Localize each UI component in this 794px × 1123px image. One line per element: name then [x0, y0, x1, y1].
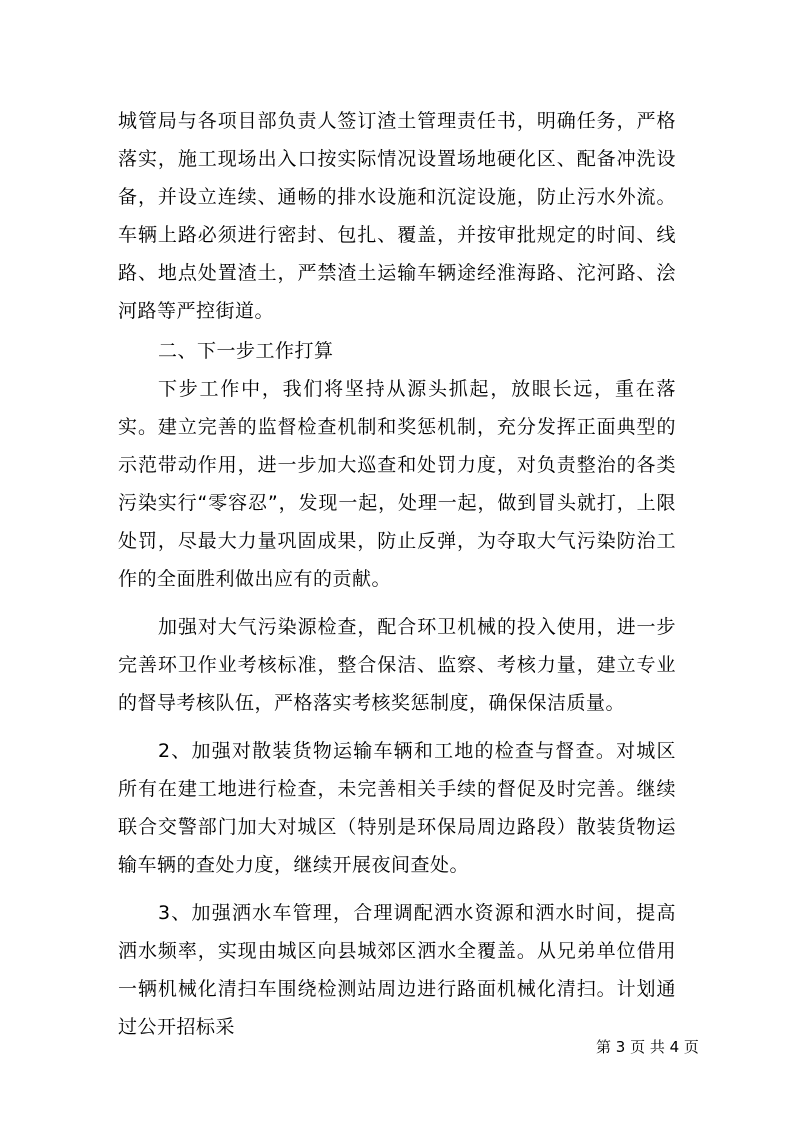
paragraph-2: 下步工作中，我们将坚持从源头抓起，放眼长远，重在落实。建立完善的监督检查机制和奖惩机制，充分发挥正面典型的示范带动作用，进一步加大巡查和处罚力度，对负责整治的各类污染实行“零容忍”，发现一起，处理一起，做到冒头就打，上限处罚，尽最大力量巩固成果，防止反弹，为夺取大气污染防治工作的全面胜利做出应有的贡献。 — [118, 378, 676, 590]
paragraph-1: 城管局与各项目部负责人签订渣土管理责任书，明确任务，严格落实，施工现场出入口按实际情况设置场地硬化区、配备冲洗设备，并设立连续、通畅的排水设施和沉淀设施，防止污水外流。车辆上路必须进行密封、包扎、覆盖，并按审批规定的时间、线路、地点处置渣土，严禁渣土运输车辆途经淮海路、沱河路、浍河路等严控街道。 — [118, 110, 676, 322]
document-body — [118, 102, 676, 1046]
paragraph-5: 3、加强洒水车管理，合理调配洒水资源和洒水时间，提高洒水频率，实现由城区向县城郊区洒水全覆盖。从兄弟单位借用一辆机械化清扫车围绕检测站周边进行路面机械化清扫。计划通过公开招标采 — [118, 902, 676, 1038]
section-heading: 二、下一步工作打算 — [158, 340, 334, 362]
paragraph-3: 加强对大气污染源检查，配合环卫机械的投入使用，进一步完善环卫作业考核标准，整合保洁、监察、考核力量，建立专业的督导考核队伍，严格落实考核奖惩制度，确保保洁质量。 — [118, 616, 676, 714]
page-number: 第 3 页 共 4 页 — [596, 1038, 699, 1056]
paragraph-4: 2、加强对散装货物运输车辆和工地的检查与督查。对城区所有在建工地进行检查，未完善相关手续的督促及时完善。继续联合交警部门加大对城区（特别是环保局周边路段）散装货物运输车辆的查处力度，继续开展夜间查处。 — [118, 740, 676, 876]
